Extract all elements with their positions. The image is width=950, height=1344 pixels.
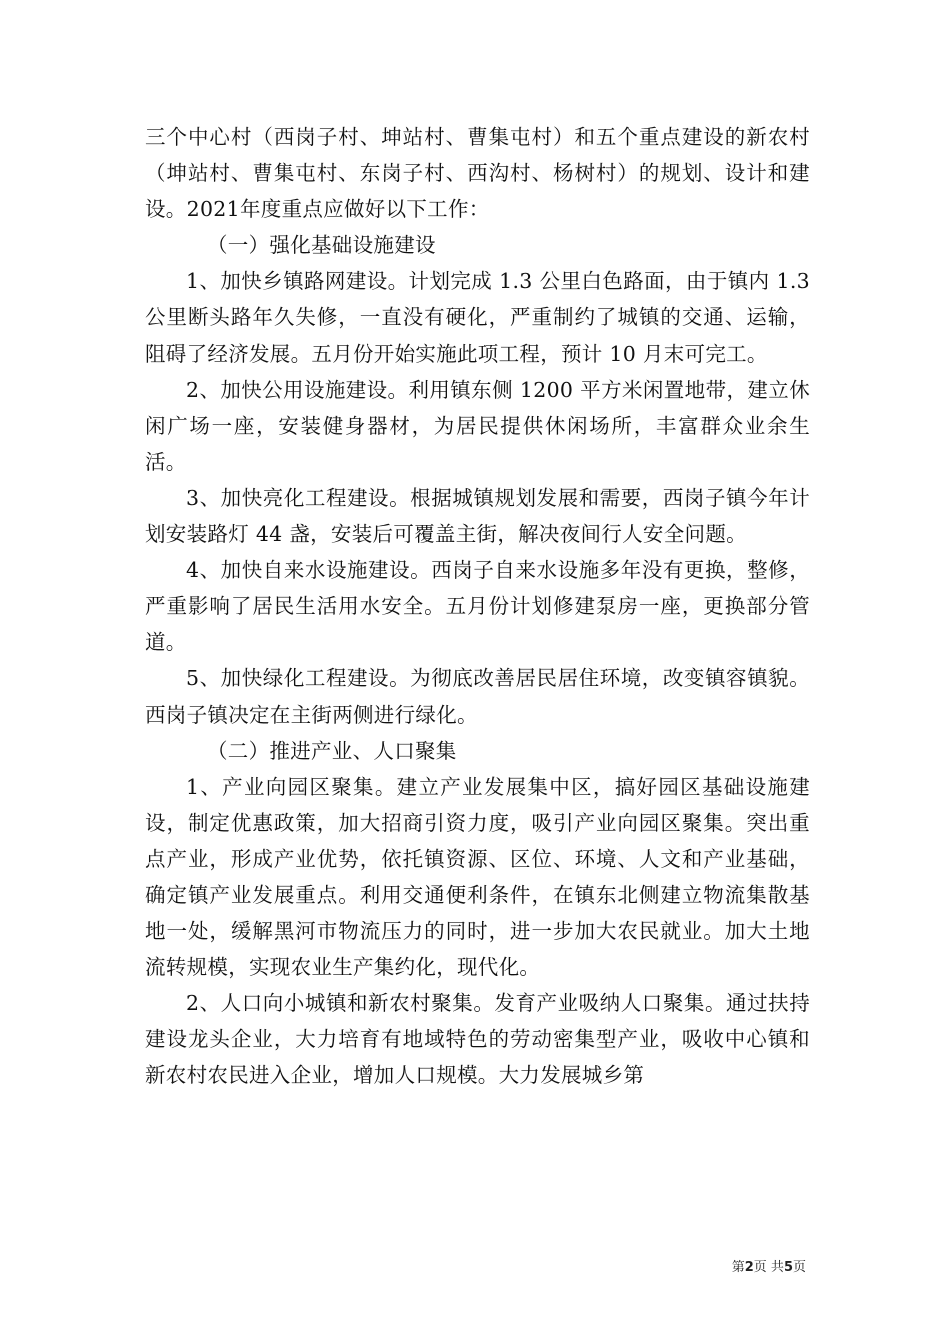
paragraph-industry-park: 1、产业向园区聚集。建立产业发展集中区，搞好园区基础设施建设，制定优惠政策，加大招商引资力度，吸引产业向园区聚集。突出重点产业，形成产业优势，依托镇资源、区位、环境、人文和产业基础，确定镇产业发展重点。利用交通便利条件，在镇东北侧建立物流集散基地一处，缓解黑河市物流压力的同时，进一步加大农民就业。加大土地流转规模，实现农业生产集约化，现代化。: [145, 774, 810, 980]
paragraph-greening: 5、加快绿化工程建设。为彻底改善居民居住环境，改变镇容镇貌。西岗子镇决定在主街两侧进行绿化。: [145, 666, 810, 727]
section-heading-infrastructure: （一）强化基础设施建设: [207, 233, 436, 258]
total-pages-number: 5: [783, 1260, 793, 1275]
footer-middle: 页 共: [753, 1260, 784, 1275]
page-number-footer: [732, 1256, 806, 1275]
paragraph-public-facilities: 2、加快公用设施建设。利用镇东侧 1200 平方米闲置地带，建立休闲广场一座，安装健身器材，为居民提供休闲场所，丰富群众业余生活。: [145, 377, 810, 474]
current-page-number: 2: [744, 1260, 754, 1275]
paragraph-road-network: 1、加快乡镇路网建设。计划完成 1.3 公里白色路面，由于镇内 1.3 公里断头路年久失修，一直没有硬化，严重制约了城镇的交通、运输，阻碍了经济发展。五月份开始实施此项工程，预计 10 月末可完工。: [145, 269, 810, 366]
section-heading-industry-population: （二）推进产业、人口聚集: [207, 738, 457, 763]
paragraph-intro: 三个中心村（西岗子村、坤站村、曹集屯村）和五个重点建设的新农村（坤站村、曹集屯村、东岗子村、西沟村、杨树村）的规划、设计和建设。2021年度重点应做好以下工作：: [145, 125, 810, 222]
document-body: [145, 119, 810, 1094]
paragraph-population: 2、人口向小城镇和新农村聚集。发育产业吸纳人口聚集。通过扶持建设龙头企业，大力培育有地域特色的劳动密集型产业，吸收中心镇和新农村农民进入企业，增加人口规模。大力发展城乡第: [145, 991, 810, 1088]
footer-prefix: 第: [731, 1260, 745, 1275]
paragraph-water-supply: 4、加快自来水设施建设。西岗子自来水设施多年没有更换，整修，严重影响了居民生活用水安全。五月份计划修建泵房一座，更换部分管道。: [145, 558, 810, 655]
paragraph-lighting: 3、加快亮化工程建设。根据城镇规划发展和需要，西岗子镇今年计划安装路灯 44 盏，安装后可覆盖主街，解决夜间行人安全问题。: [145, 485, 810, 547]
footer-suffix: 页: [792, 1260, 806, 1275]
